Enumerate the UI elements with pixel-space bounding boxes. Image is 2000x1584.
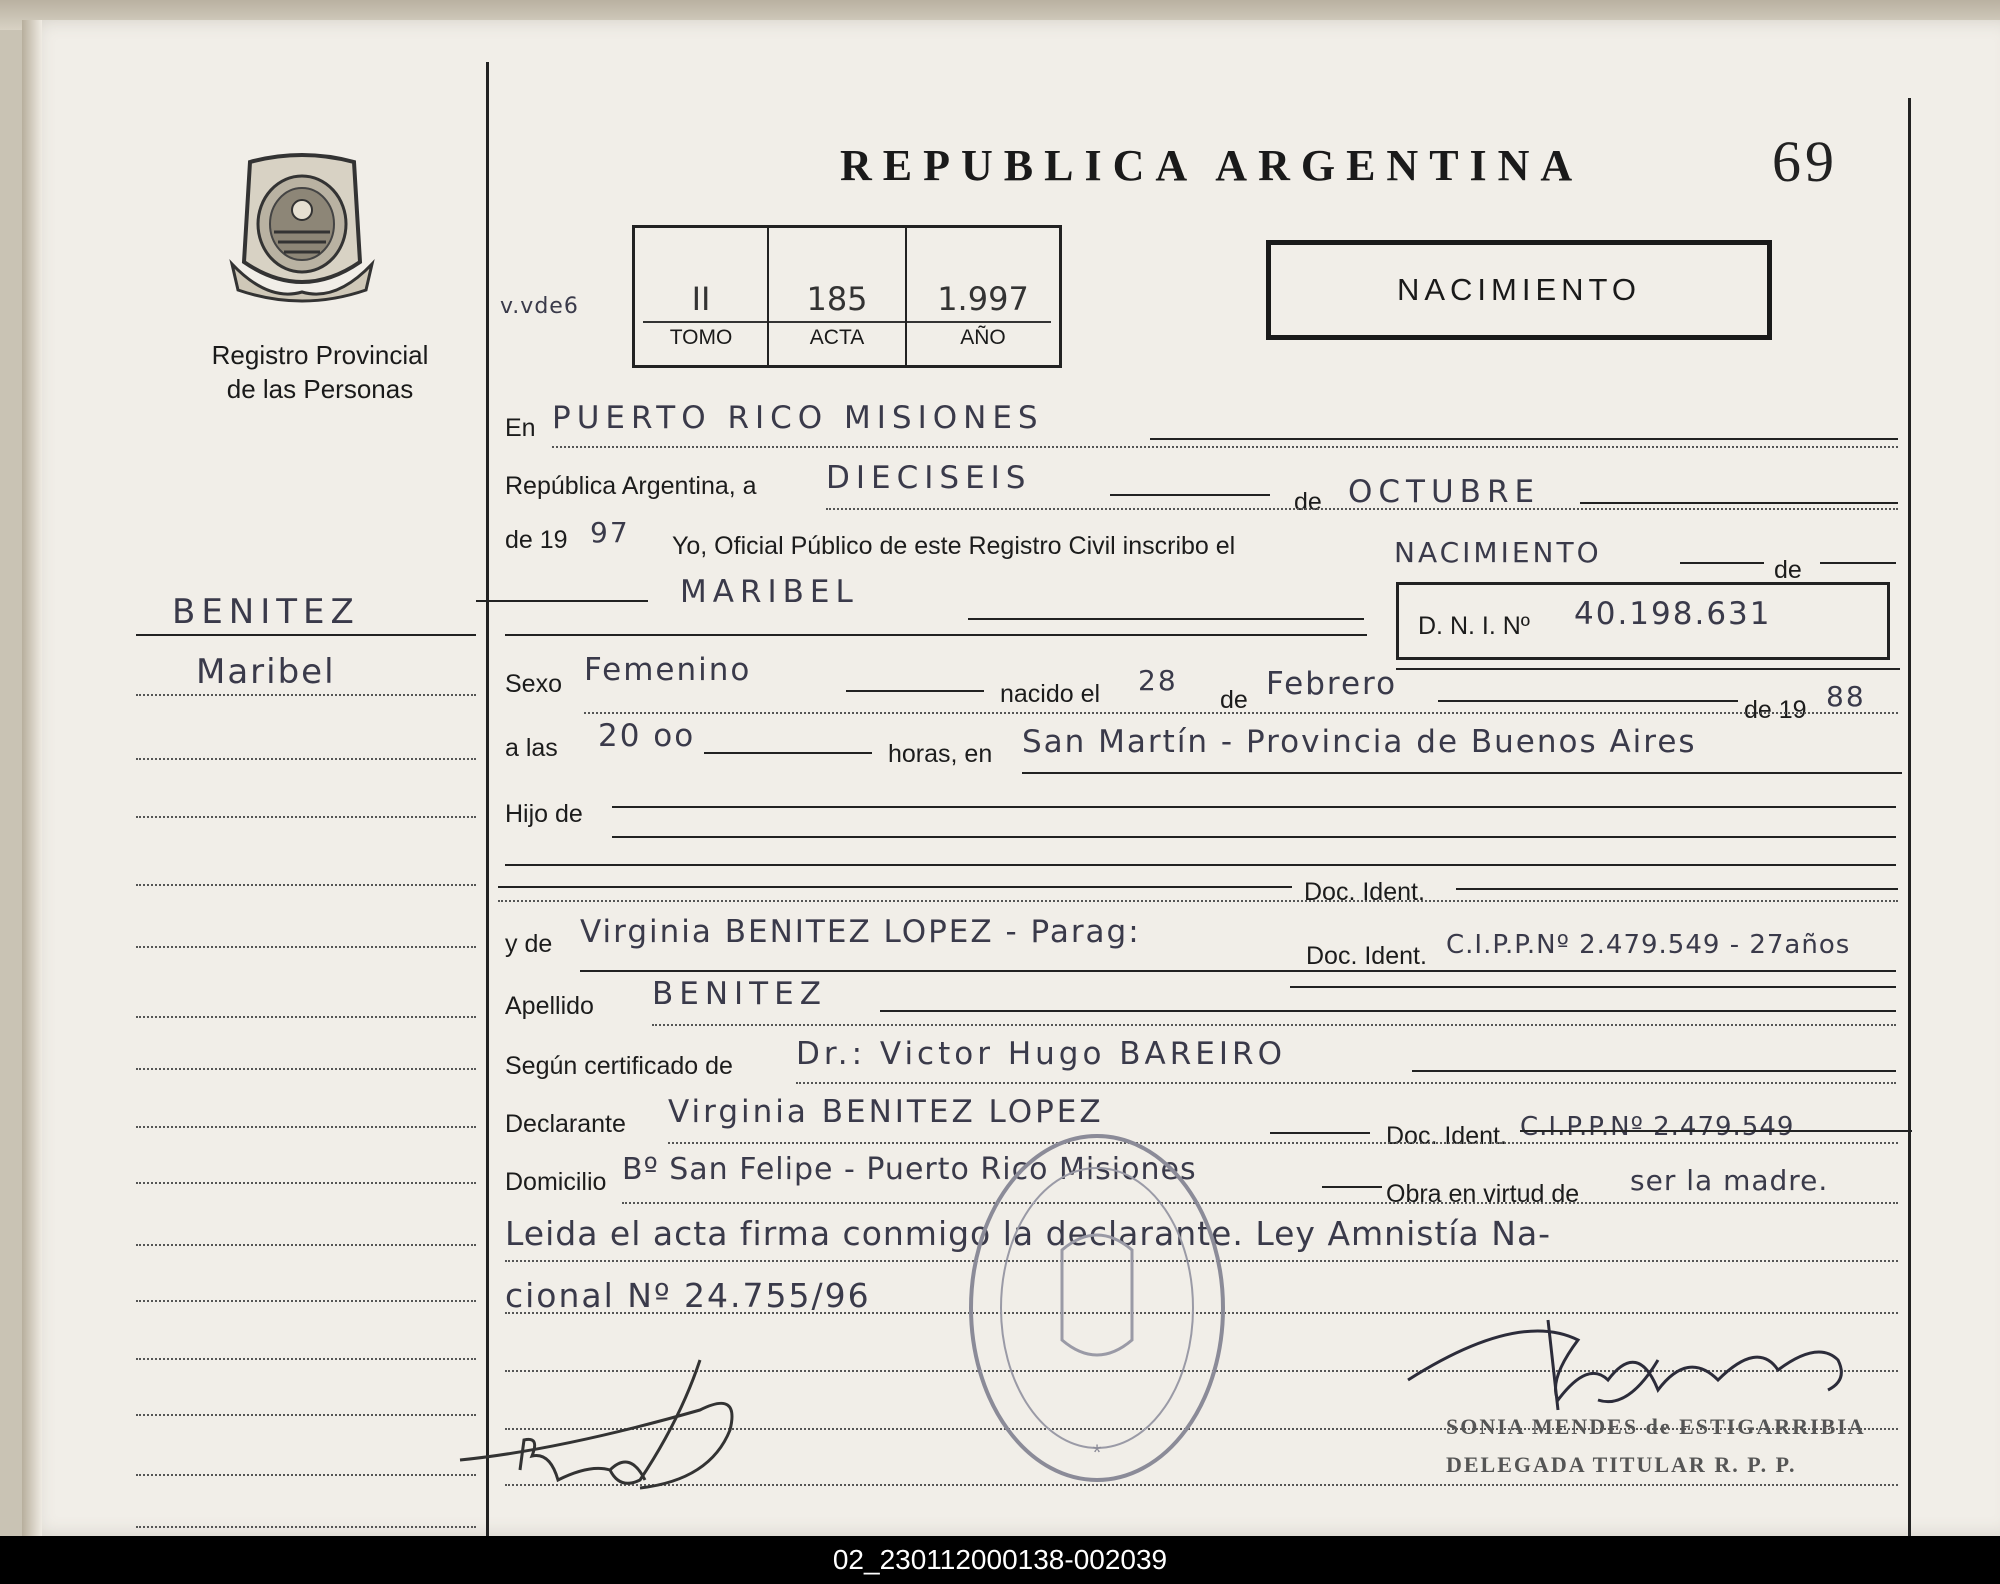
tomo-acta-table: [632, 225, 1062, 368]
margin-surname: BENITEZ: [172, 592, 360, 632]
form-line: [1520, 1130, 1912, 1132]
inscription-value: NACIMIENTO: [1394, 536, 1602, 569]
anio-cell: [907, 228, 1059, 365]
acta-value: 185: [806, 280, 868, 318]
declarante-doc: C.I.P.P.Nº 2.479.549: [1520, 1112, 1795, 1142]
form-line: [1322, 1186, 1382, 1188]
form-line: [1580, 502, 1898, 504]
tomo-value: II: [691, 280, 711, 318]
svg-text:*: *: [1092, 1440, 1102, 1465]
registry-name: [170, 338, 470, 406]
margin-row-line: [136, 1526, 476, 1528]
margin-row-line: [136, 694, 476, 696]
form-line: [552, 446, 1898, 448]
certificado-label: Según certificado de: [505, 1052, 733, 1080]
officer-signature: [1398, 1300, 1858, 1425]
form-line: [1456, 888, 1898, 890]
apellido-label: Apellido: [505, 992, 594, 1020]
dni-value: 40.198.631: [1574, 596, 1772, 632]
form-line: [1412, 1070, 1896, 1072]
form-line: [1290, 986, 1896, 988]
book-binding: [22, 20, 42, 1536]
form-line: [796, 1082, 1896, 1084]
name-lead-line: [476, 600, 648, 602]
dni-label: D. N. I. Nº: [1418, 612, 1530, 640]
margin-row-line: [136, 1474, 476, 1476]
form-line: [580, 970, 1896, 972]
margin-note: v.vde6: [500, 294, 579, 319]
form-line: [612, 836, 1896, 838]
registry-name-line-1: Registro Provincial: [211, 340, 429, 370]
form-line: [622, 1202, 1898, 1204]
en-label: En: [505, 414, 536, 442]
form-line: [1438, 700, 1738, 702]
form-line: [505, 864, 1896, 866]
birth-month: Febrero: [1266, 666, 1398, 702]
hijo-label: Hijo de: [505, 800, 583, 828]
a-las-label: a las: [505, 734, 558, 762]
obra-value: ser la madre.: [1630, 1164, 1829, 1197]
declarant-signature: [440, 1340, 820, 1505]
margin-row-line: [136, 1182, 476, 1184]
tomo-label: TOMO: [669, 326, 733, 349]
page-number: 69: [1772, 129, 1838, 194]
margin-row-line: [136, 1126, 476, 1128]
margin-row-line: [136, 1068, 476, 1070]
margin-row-line: [136, 758, 476, 760]
margin-row-line: [136, 1300, 476, 1302]
act-type-label: NACIMIENTO: [1396, 272, 1642, 307]
acta-label: ACTA: [809, 326, 865, 349]
form-line: [1150, 438, 1898, 440]
day-value: DIECISEIS: [826, 460, 1032, 496]
margin-given-name: Maribel: [196, 652, 336, 692]
sexo-value: Femenino: [584, 652, 752, 688]
year-prefix: de 19: [505, 526, 568, 554]
domicilio-label: Domicilio: [505, 1168, 607, 1196]
note-line-1: Leida el acta firma conmigo la declarante. Ley Amnistía Na-: [505, 1214, 1552, 1253]
form-line: [826, 508, 1898, 510]
form-line: [846, 690, 984, 692]
form-line: [1820, 562, 1896, 564]
mother-name: Virginia BENITEZ LOPEZ - Parag:: [580, 914, 1141, 950]
act-type-box: [1266, 240, 1772, 340]
margin-row-line: [136, 946, 476, 948]
form-line: [1680, 562, 1764, 564]
anio-label: AÑO: [960, 326, 1006, 349]
sexo-label: Sexo: [505, 670, 562, 698]
officer-name: SONIA MENDES de ESTIGARRIBIA: [1446, 1414, 1866, 1439]
form-line: [652, 1024, 1896, 1026]
place-value: PUERTO RICO MISIONES: [552, 400, 1044, 436]
horas-label: horas, en: [888, 740, 993, 768]
y-de-label: y de: [505, 930, 553, 958]
margin-name-rule: [136, 634, 476, 636]
de-label-2: de: [1774, 556, 1802, 584]
margin-row-line: [136, 816, 476, 818]
form-line: [498, 886, 1292, 888]
country-title: REPUBLICA ARGENTINA: [840, 141, 1584, 190]
form-line: [584, 712, 1898, 714]
republic-label: República Argentina, a: [505, 472, 757, 500]
margin-row-line: [136, 1244, 476, 1246]
margin-row-line: [136, 1016, 476, 1018]
margin-rule: [486, 62, 489, 1536]
form-line: [498, 900, 1898, 902]
form-line: [968, 618, 1364, 620]
birth-hour: 20 oo: [598, 718, 696, 754]
form-line: [1022, 772, 1902, 774]
obra-label: Obra en virtud de: [1386, 1180, 1580, 1208]
form-line: [505, 634, 1367, 636]
form-rule: [1396, 668, 1900, 670]
year-suffix: 97: [590, 516, 630, 549]
margin-row-line: [136, 1414, 476, 1416]
form-line: [1110, 494, 1270, 496]
right-border-rule: [1908, 98, 1911, 1536]
declarante-doc-label: Doc. Ident.: [1386, 1122, 1507, 1150]
de-label-3: de: [1220, 686, 1248, 714]
form-line: [668, 1142, 1898, 1144]
birth-year-prefix: de 19: [1744, 696, 1807, 724]
month-value: OCTUBRE: [1348, 474, 1541, 510]
apellido-value: BENITEZ: [652, 976, 827, 1012]
child-name: MARIBEL: [680, 574, 859, 610]
officer-text: Yo, Oficial Público de este Registro Civil inscribo el: [672, 532, 1236, 560]
doctor-name: Dr.: Victor Hugo BAREIRO: [796, 1036, 1286, 1072]
acta-cell: [769, 228, 907, 365]
provincial-seal-logo: [228, 152, 376, 308]
officer-title: DELEGADA TITULAR R. P. P.: [1446, 1452, 1797, 1477]
form-line: [880, 1010, 1896, 1012]
registry-name-line-2: de las Personas: [226, 374, 414, 404]
margin-row-line: [136, 884, 476, 886]
registry-round-stamp: [962, 1120, 1232, 1490]
mother-doc-label: Doc. Ident.: [1306, 942, 1427, 970]
note-line-2: cional Nº 24.755/96: [505, 1276, 871, 1315]
birth-year-suffix: 88: [1826, 680, 1866, 713]
nacido-label: nacido el: [1000, 680, 1101, 708]
birth-place: San Martín - Provincia de Buenos Aires: [1022, 724, 1697, 760]
doc-ident-label: Doc. Ident.: [1304, 878, 1425, 906]
domicilio-value: Bº San Felipe - Puerto Rico Misiones: [622, 1152, 1197, 1187]
declarante-label: Declarante: [505, 1110, 626, 1138]
image-caption: 02_230112000138-002039: [0, 1536, 2000, 1584]
tomo-cell: [635, 228, 769, 365]
declarante-value: Virginia BENITEZ LOPEZ: [668, 1094, 1104, 1130]
anio-value: 1.997: [937, 280, 1029, 318]
margin-row-line: [136, 1358, 476, 1360]
form-line: [1270, 1132, 1370, 1134]
mother-doc: C.I.P.P.Nº 2.479.549 - 27años: [1446, 930, 1851, 960]
form-line: [612, 806, 1896, 808]
form-line: [704, 752, 872, 754]
birth-day: 28: [1138, 664, 1178, 697]
de-label: de: [1294, 488, 1322, 516]
